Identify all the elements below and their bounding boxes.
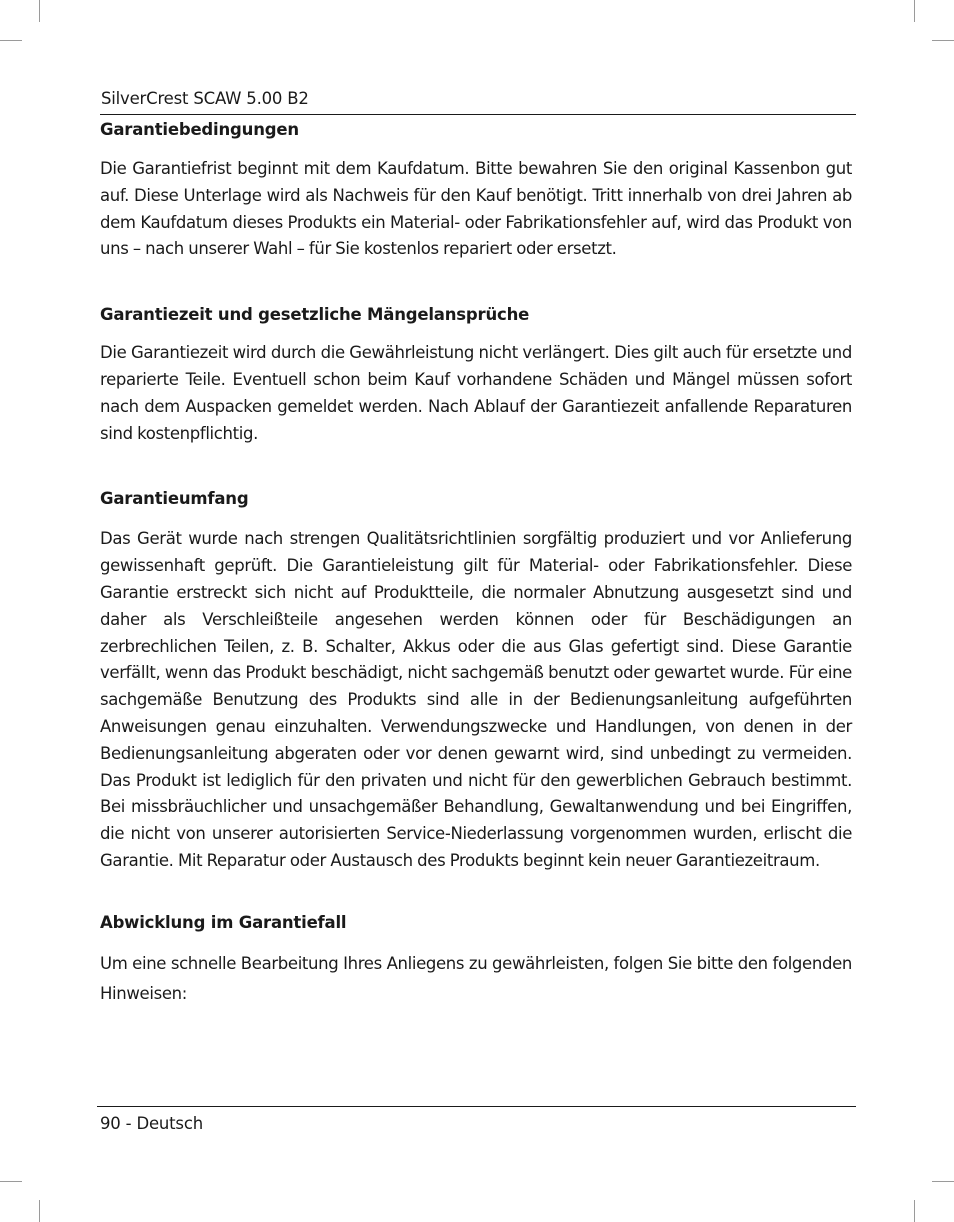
section-garantiebedingungen: [100, 117, 852, 263]
section-body: Um eine schnelle Bearbeitung Ihres Anliegens zu gewährleisten, folgen Sie bitte den folgenden Hinweisen:: [100, 953, 852, 1003]
crop-mark: [0, 1181, 22, 1182]
crop-mark: [932, 1181, 954, 1182]
crop-mark: [39, 0, 40, 22]
section-garantiezeit: [100, 302, 852, 447]
section-body: Das Gerät wurde nach strengen Qualitätsrichtlinien sorgfältig produziert und vor Anlieferung gewissenhaft geprüft. Die Garantieleistung gilt für Material- oder Fabrikationsfehler. Diese Garantie erstreckt sich nicht auf Produktteile, die normaler Abnutzung ausgesetzt sind und daher als Verschleißteile angesehen werden können oder für Beschädigungen an zerbrechlichen Teilen, z. B. Schalter, Akkus oder die aus Glas gefertigt sind. Diese Garantie verfällt, wenn das Produkt beschädigt, nicht sachgemäß benutzt oder gewartet wurde. Für eine sachgemäße Benutzung des Produkts sind alle in der Bedienungsanleitung aufgeführten Anweisungen genau einzuhalten. Verwendungszwecke und Handlungen, von denen in der Bedienungsanleitung abgeraten oder vor denen gewarnt wird, sind unbedingt zu vermeiden. Das Produkt ist lediglich für den privaten und nicht für den gewerblichen Gebrauch bestimmt. Bei missbräuchlicher und unsachgemäßer Behandlung, Gewaltanwendung und bei Eingriffen, die nicht von unserer autorisierten Service-Niederlassung vorgenommen wurden, erlischt die Garantie. Mit Reparatur oder Austausch des Produkts beginnt kein neuer Garantiezeitraum.: [100, 529, 852, 870]
crop-mark: [0, 40, 22, 41]
crop-mark: [914, 1200, 915, 1222]
crop-mark: [932, 40, 954, 41]
page-header: [100, 88, 856, 115]
section-body: Die Garantiefrist beginnt mit dem Kaufdatum. Bitte bewahren Sie den original Kassenbon gut auf. Diese Unterlage wird als Nachweis für den Kauf benötigt. Tritt innerhalb von drei Jahren ab dem Kaufdatum dieses Produkts ein Material- oder Fabrikationsfehler auf, wird das Produkt von uns – nach unserer Wahl – für Sie kostenlos repariert oder ersetzt.: [100, 159, 852, 259]
section-heading: Garantiezeit und gesetzliche Mängelansprüche: [100, 305, 530, 325]
section-garantieumfang: [100, 486, 852, 874]
page-content: [100, 117, 852, 1009]
document-title: SilverCrest SCAW 5.00 B2: [101, 89, 309, 108]
section-abwicklung: [100, 910, 852, 1009]
section-heading: Abwicklung im Garantiefall: [100, 912, 347, 932]
page-footer: [97, 1106, 856, 1133]
page-number: 90 - Deutsch: [100, 1114, 203, 1133]
crop-mark: [914, 0, 915, 22]
section-body: Die Garantiezeit wird durch die Gewährleistung nicht verlängert. Dies gilt auch für ersetzte und reparierte Teile. Eventuell schon beim Kauf vorhandene Schäden und Mängel müssen sofort nach dem Auspacken gemeldet werden. Nach Ablauf der Garantiezeit anfallende Reparaturen sind kostenpflichtig.: [100, 343, 852, 443]
section-heading: Garantiebedingungen: [100, 120, 299, 139]
crop-mark: [39, 1200, 40, 1222]
section-heading: Garantieumfang: [100, 489, 249, 509]
